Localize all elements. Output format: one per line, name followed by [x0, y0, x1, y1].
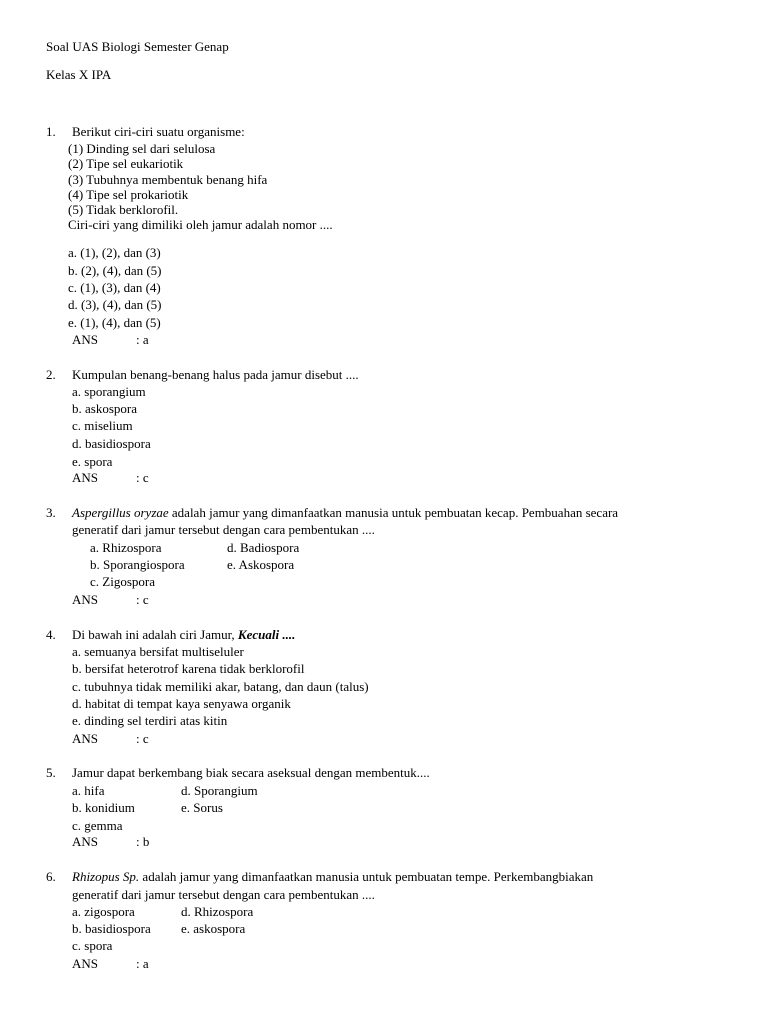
answer-option: d. Sporangium — [181, 783, 258, 798]
question-stem: Jamur dapat berkembang biak secara aseksual dengan membentuk.... — [72, 765, 430, 780]
question-number: 1. — [46, 124, 56, 139]
answer-key: : b — [136, 834, 150, 849]
emphasis-text: Kecuali .... — [237, 627, 296, 642]
answer-option: d. (3), (4), dan (5) — [68, 297, 162, 312]
answer-option: a. Rhizospora — [90, 540, 162, 555]
answer-option: e. spora — [72, 454, 113, 469]
list-item: (1) Dinding sel dari selulosa — [68, 141, 216, 156]
answer-option: c. spora — [72, 938, 113, 953]
answer-option: e. (1), (4), dan (5) — [68, 315, 161, 330]
question-number: 6. — [46, 869, 56, 884]
answer-option: a. zigospora — [72, 904, 135, 919]
answer-option: a. hifa — [72, 783, 105, 798]
answer-key: : c — [136, 731, 149, 746]
list-item: (3) Tubuhnya membentuk benang hifa — [68, 172, 268, 187]
answer-option: c. tubuhnya tidak memiliki akar, batang, dan daun (talus) — [72, 679, 369, 694]
answer-option: e. dinding sel terdiri atas kitin — [72, 713, 228, 728]
question-stem — [72, 869, 593, 885]
answer-option: d. basidiospora — [72, 436, 151, 451]
answer-option: e. Askospora — [227, 557, 295, 572]
question-number: 5. — [46, 765, 56, 780]
question-number: 3. — [46, 505, 56, 520]
answer-label: ANS — [72, 592, 99, 607]
species-name: Rhizopus Sp. — [72, 869, 140, 884]
question-stem-line2: generatif dari jamur tersebut dengan cara pembentukan .... — [72, 522, 375, 537]
question-stem — [72, 505, 618, 521]
answer-option: a. (1), (2), dan (3) — [68, 245, 161, 260]
answer-option: d. habitat di tempat kaya senyawa organik — [72, 696, 291, 711]
question-stem: Kumpulan benang-benang halus pada jamur disebut .... — [72, 367, 359, 382]
list-item: (2) Tipe sel eukariotik — [68, 156, 184, 171]
question-text: Ciri-ciri yang dimiliki oleh jamur adalah nomor .... — [68, 217, 333, 232]
document-title: Soal UAS Biologi Semester Genap — [46, 39, 229, 54]
answer-option: a. sporangium — [72, 384, 146, 399]
answer-option: a. semuanya bersifat multiseluler — [72, 644, 244, 659]
question-stem-text: adalah jamur yang dimanfaatkan manusia untuk pembuatan tempe. Perkembangbiakan — [139, 869, 594, 884]
answer-option: c. Zigospora — [90, 574, 155, 589]
class-label: Kelas X IPA — [46, 67, 112, 82]
question-number: 4. — [46, 627, 56, 642]
answer-option: e. Sorus — [181, 800, 223, 815]
species-name: Aspergillus oryzae — [72, 505, 169, 520]
answer-option: c. miselium — [72, 418, 133, 433]
answer-option: b. bersifat heterotrof karena tidak berklorofil — [72, 661, 305, 676]
answer-option: c. (1), (3), dan (4) — [68, 280, 161, 295]
question-stem-text: adalah jamur yang dimanfaatkan manusia untuk pembuatan kecap. Pembuahan secara — [168, 505, 619, 520]
answer-label: ANS — [72, 956, 99, 971]
answer-key: : c — [136, 470, 149, 485]
answer-option: d. Badiospora — [227, 540, 300, 555]
answer-option: b. askospora — [72, 401, 137, 416]
answer-label: ANS — [72, 731, 99, 746]
answer-option: e. askospora — [181, 921, 246, 936]
list-item: (5) Tidak berklorofil. — [68, 202, 179, 217]
answer-option: b. Sporangiospora — [90, 557, 185, 572]
answer-label: ANS — [72, 470, 99, 485]
answer-option: b. konidium — [72, 800, 135, 815]
answer-option: d. Rhizospora — [181, 904, 254, 919]
question-stem-text: Di bawah ini adalah ciri Jamur, — [72, 627, 238, 642]
question-stem: Berikut ciri-ciri suatu organisme: — [72, 124, 245, 139]
answer-key: : c — [136, 592, 149, 607]
answer-label: ANS — [72, 332, 99, 347]
answer-option: b. (2), (4), dan (5) — [68, 263, 162, 278]
question-stem-line2: generatif dari jamur tersebut dengan cara pembentukan .... — [72, 887, 375, 902]
answer-key: : a — [136, 332, 149, 347]
answer-label: ANS — [72, 834, 99, 849]
answer-key: : a — [136, 956, 149, 971]
question-stem — [72, 627, 295, 643]
answer-option: b. basidiospora — [72, 921, 151, 936]
list-item: (4) Tipe sel prokariotik — [68, 187, 189, 202]
question-number: 2. — [46, 367, 56, 382]
answer-option: c. gemma — [72, 818, 123, 833]
